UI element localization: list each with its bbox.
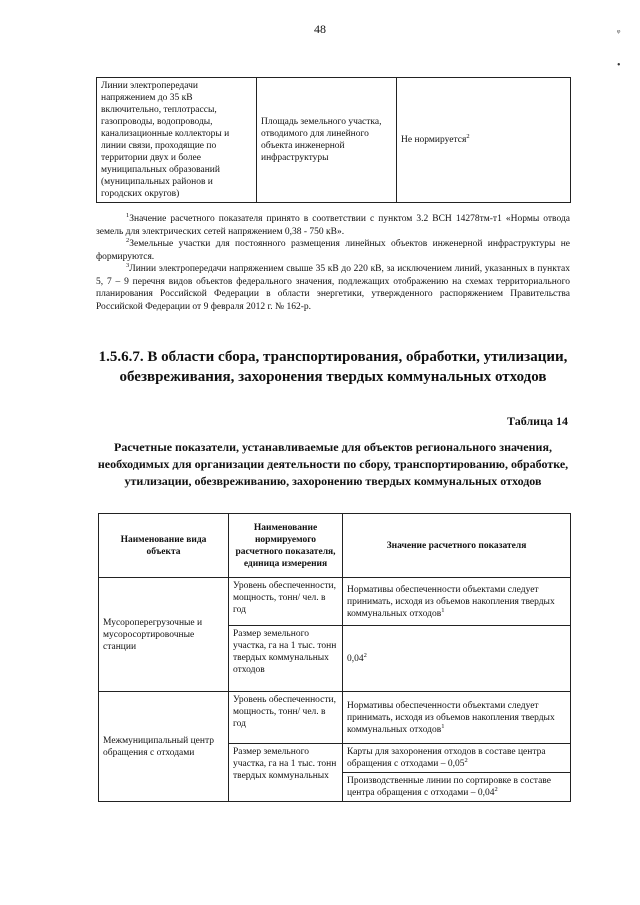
- table-row: [99, 692, 571, 744]
- section-heading: 1.5.6.7. В области сбора, транспортирования, обработки, утилизации, обезвреживания, захоронения твердых коммунальных отходов: [98, 349, 568, 385]
- row-indicator: Уровень обеспеченности, мощность, тонн/ чел. в год: [229, 692, 343, 744]
- header-value: Значение расчетного показателя: [343, 514, 571, 578]
- row-value: Нормативы обеспеченности объектами следует принимать, исходя из объемов накопления твердых коммунальных отходов$^1$: [343, 692, 571, 744]
- row-value: 0,04$^2$: [343, 626, 571, 692]
- table-row: [99, 578, 571, 626]
- top-table-value: Не нормируется$^2$: [397, 78, 571, 203]
- footnotes: [96, 213, 570, 313]
- top-table-indicator: Площадь земельного участка, отводимого для линейного объекта инженерной инфраструктуры: [257, 78, 397, 203]
- row-object: Мусороперегрузочные и мусоросортировочные станции: [99, 578, 229, 692]
- header-indicator: Наименование нормируемого расчетного показателя, единица измерения: [229, 514, 343, 578]
- footnote-1: $^1$Значение расчетного показателя принято в соответствии с пунктом 3.2 ВСН 14278тм-т1 «Нормы отвода земель для электрических сетей напряжением 0,38 - 750 кВ».: [96, 211, 570, 237]
- margin-mark: ᵩ: [617, 24, 621, 35]
- row-indicator: Уровень обеспеченности, мощность, тонн/ чел. в год: [229, 578, 343, 626]
- table-title: Расчетные показатели, устанавливаемые для объектов регионального значения, необходимых для организации деятельности по сбору, транспортированию, обработке, утилизации, обезвреживанию, захоронению твердых коммунальных отходов: [97, 440, 569, 488]
- top-table: [96, 77, 571, 203]
- row-value: Производственные линии по сортировке в составе центра обращения с отходами – 0,04$^2$: [343, 773, 571, 802]
- footnote-3: $^3$Линии электропередачи напряжением свыше 35 кВ до 220 кВ, за исключением линий, указанных в пунктах 5, 7 – 9 перечня видов объектов федерального значения, подлежащих отображению на схемах территориального планирования Российской Федерации в области энергетики, утвержденного распоряжением Правительства Российской Федерации от 9 февраля 2012 г. № 162-р.: [96, 261, 570, 312]
- row-indicator: Размер земельного участка, га на 1 тыс. тонн твердых коммунальных отходов: [229, 626, 343, 692]
- table-14: [98, 513, 571, 802]
- row-value: Карты для захоронения отходов в составе центра обращения с отходами – 0,05$^2$: [343, 744, 571, 773]
- header-object-type: Наименование вида объекта: [99, 514, 229, 578]
- footnote-2: $^2$Земельные участки для постоянного размещения линейных объектов инженерной инфраструктуры не формируются.: [96, 236, 570, 262]
- table-label: Таблица 14: [507, 414, 568, 428]
- row-value: Нормативы обеспеченности объектами следует принимать, исходя из объемов накопления твердых коммунальных отходов$^1$: [343, 578, 571, 626]
- page-number: 48: [314, 22, 326, 36]
- top-table-object: Линии электропередачи напряжением до 35 кВ включительно, теплотрассы, газопроводы, водопроводы, канализационные коллекторы и линии связи, проходящие по территории двух и более муниципальных образований (муниципальных районов и городских округов): [97, 78, 257, 203]
- row-indicator: Размер земельного участка, га на 1 тыс. тонн твердых коммунальных: [229, 744, 343, 802]
- row-object: Межмуниципальный центр обращения с отходами: [99, 692, 229, 802]
- margin-mark: •: [617, 60, 621, 71]
